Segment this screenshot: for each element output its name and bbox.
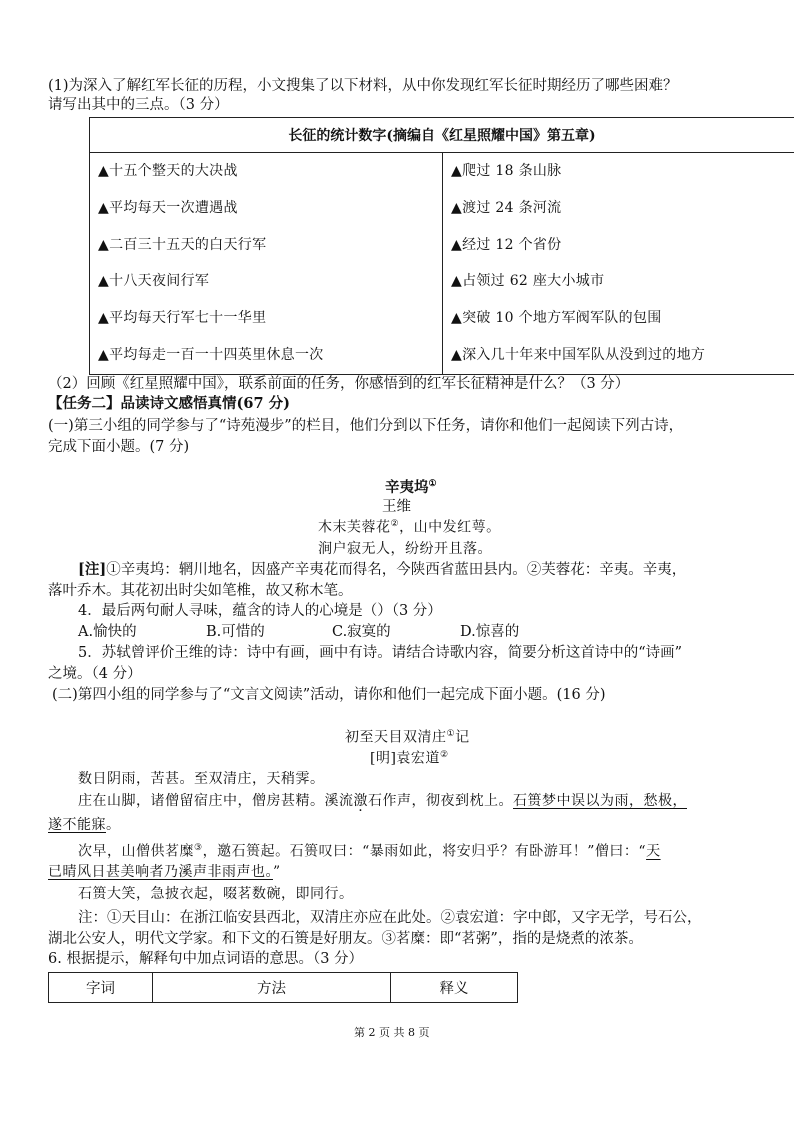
question-2: （2）回顾《红星照耀中国》，联系前面的任务，你感悟到的红军长征精神是什么？（3 分） bbox=[48, 376, 630, 392]
poem-note-line-1: [注]①辛夷坞：辋川地名，因盛产辛夷花而得名，今陕西省蓝田县内。②芙蓉花：辛夷。辛夷， bbox=[78, 561, 687, 578]
poem-line-2: 涧户寂无人，纷纷开且落。 bbox=[318, 541, 492, 557]
poem-note-line-2: 落叶乔木。其花初出时尖如笔椎，故又称木笔。 bbox=[48, 583, 353, 599]
essay-paragraph-1: 数日阴雨，苦甚。至双清庄，天稍霁。 bbox=[78, 771, 325, 787]
dotted-word-ji: 激 bbox=[353, 793, 368, 809]
question-4-option-c: C.寂寞的 bbox=[332, 624, 391, 640]
stat-item: ▲突破 10 个地方军阀军队的包围 bbox=[451, 310, 662, 327]
underlined-sentence-1-end: 遂不能寐 bbox=[48, 817, 106, 833]
column-header-method: 方法 bbox=[153, 973, 391, 1003]
question-5-line-1: 5．苏轼曾评价王维的诗：诗中有画，画中有诗。请结合诗歌内容，简要分析这首诗中的“诗画” bbox=[78, 645, 683, 661]
task-2-heading: 【任务二】品读诗文感悟真情(67 分) bbox=[48, 395, 290, 412]
essay-paragraph-3-line-1: 次早，山僧供茗糜③，邀石篑起。石篑叹曰：“暴雨如此，将安归乎？有卧游耳！”僧曰：“天 bbox=[78, 843, 661, 860]
stat-item: ▲占领过 62 座大小城市 bbox=[451, 273, 605, 290]
essay-paragraph-2-line-1: 庄在山脚，诸僧留宿庄中，僧房甚精。溪流激石作声，彻夜到枕上。石篑梦中误以为雨，愁极， bbox=[78, 793, 687, 809]
underlined-sentence-2: 已晴风日甚美响者乃溪声非雨声也。 bbox=[48, 864, 273, 880]
long-march-statistics-table bbox=[89, 117, 794, 375]
word-explanation-table bbox=[48, 972, 518, 1003]
poem-title: 辛夷坞① bbox=[385, 478, 437, 496]
stat-item: ▲平均每走一百一十四英里休息一次 bbox=[98, 346, 324, 363]
section-2-intro: (二)第四小组的同学参与了“文言文阅读”活动，请你和他们一起完成下面小题。(16 分) bbox=[52, 687, 606, 703]
question-4-option-d: D.惊喜的 bbox=[460, 624, 520, 640]
question-5-line-2: 之境。（4 分） bbox=[48, 666, 142, 682]
poem-author: 王维 bbox=[382, 499, 411, 515]
stat-item: ▲渡过 24 条河流 bbox=[451, 199, 562, 216]
statistics-right-column bbox=[443, 153, 794, 375]
column-header-word: 字词 bbox=[49, 973, 153, 1003]
stat-item: ▲经过 12 个省份 bbox=[451, 236, 562, 253]
stat-item: ▲十八天夜间行军 bbox=[98, 273, 210, 290]
question-4-option-a: A.愉快的 bbox=[78, 624, 137, 640]
stat-item: ▲爬过 18 条山脉 bbox=[451, 163, 562, 179]
column-header-meaning: 释义 bbox=[391, 973, 518, 1003]
stat-item: ▲平均每天一次遭遇战 bbox=[98, 199, 238, 216]
poem-line-1: 木末芙蓉花②，山中发红萼。 bbox=[318, 519, 501, 536]
statistics-left-column bbox=[90, 153, 443, 375]
essay-paragraph-3-line-2: 已晴风日甚美响者乃溪声非雨声也。” bbox=[48, 864, 281, 880]
question-4: 4．最后两句耐人寻味，蕴含的诗人的心境是（）（3 分） bbox=[78, 603, 442, 619]
essay-note-line-1: 注：①天目山：在浙江临安县西北，双清庄亦应在此处。②袁宏道：字中郎，又字无学，号石公， bbox=[78, 910, 702, 926]
stat-item: ▲十五个整天的大决战 bbox=[98, 163, 238, 179]
question-6: 6. 根据提示，解释句中加点词语的意思。（3 分） bbox=[48, 951, 364, 967]
question-1-line-2: 请写出其中的三点。（3 分） bbox=[48, 97, 229, 113]
underlined-sentence-1: 石篑梦中误以为雨，愁极， bbox=[513, 793, 687, 809]
stat-item: ▲二百三十五天的白天行军 bbox=[98, 236, 267, 253]
section-1-intro-line-2: 完成下面小题。(7 分) bbox=[48, 439, 190, 455]
essay-title: 初至天目双清庄①记 bbox=[345, 729, 470, 746]
page-footer: 第 2 页 共 8 页 bbox=[354, 1026, 430, 1039]
section-1-intro-line-1: (一)第三小组的同学参与了“诗苑漫步”的栏目，他们分到以下任务，请你和他们一起阅读下列古诗， bbox=[48, 418, 684, 434]
question-1-line-1: (1)为深入了解红军长征的历程，小文搜集了以下材料，从中你发现红军长征时期经历了哪些困难？ bbox=[48, 78, 678, 94]
statistics-table-title: 长征的统计数字(摘编自《红星照耀中国》第五章) bbox=[90, 118, 794, 153]
essay-author: [明]袁宏道② bbox=[370, 750, 449, 767]
essay-paragraph-2-line-2: 遂不能寐。 bbox=[48, 817, 121, 833]
stat-item: ▲深入几十年来中国军队从没到过的地方 bbox=[451, 346, 706, 363]
essay-paragraph-4: 石篑大笑，急披衣起，啜茗数碗，即同行。 bbox=[78, 886, 354, 902]
stat-item: ▲平均每天行军七十一华里 bbox=[98, 310, 267, 327]
essay-note-line-2: 湖北公安人，明代文学家。和下文的石篑是好朋友。③茗糜：即“茗粥”，指的是烧煮的浓茶。 bbox=[48, 931, 643, 947]
question-4-option-b: B.可惜的 bbox=[206, 624, 265, 640]
